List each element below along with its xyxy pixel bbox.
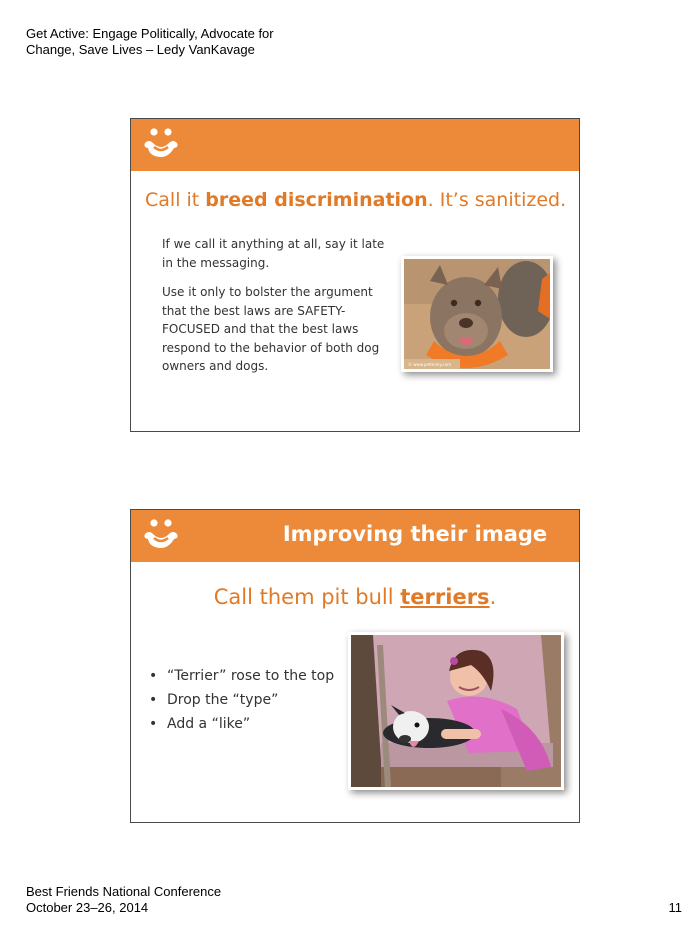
page-number: 11 [668,900,682,915]
title-bold-text: breed discrimination [205,189,428,211]
subtitle-emphasis: terriers [400,585,490,609]
pit-bull-bandana-image [404,259,550,369]
bullet-item: • Add a “like” [147,714,337,735]
subtitle-text: Call them pit bull [213,585,401,609]
slide-2-subtitle [131,585,579,609]
paw-logo-icon [139,125,183,165]
header-line-1: Get Active: Engage Politically, Advocate for [26,26,274,41]
footer-line-1: Best Friends National Conference [26,884,222,899]
bullet-item: • “Terrier” rose to the top [147,666,337,687]
bullet-item: • Drop the “type” [147,690,337,711]
page-footer [26,884,221,916]
paragraph-1: If we call it anything at all, say it late in the messaging. [162,237,385,270]
slide-2 [130,509,580,823]
slide-1-body [162,235,392,387]
photo-caption: © www.petmimy.com [408,362,452,367]
slide-1 [130,118,580,432]
girl-with-dog-photo [348,632,564,790]
slide-1-header-bar [131,119,579,171]
bullet-list [147,666,337,738]
slide-1-title [145,189,566,211]
header-line-2: Change, Save Lives – Ledy VanKavage [26,42,255,57]
footer-line-2: October 23–26, 2014 [26,900,149,915]
subtitle-period: . [489,585,497,609]
slide-2-header-bar [131,510,579,562]
slide-2-title: Improving their image [282,522,548,546]
dog-photo [401,256,553,372]
page-header [26,26,326,58]
title-text-end: . It’s sanitized. [427,189,567,211]
title-text: Call it [145,189,206,211]
paragraph-2: Use it only to bolster the argument that the best laws are SAFETY-FOCUSED and that the best laws respond to the behavior of both dog owners and dogs. [162,285,380,373]
girl-and-pit-bull-image [351,635,561,787]
